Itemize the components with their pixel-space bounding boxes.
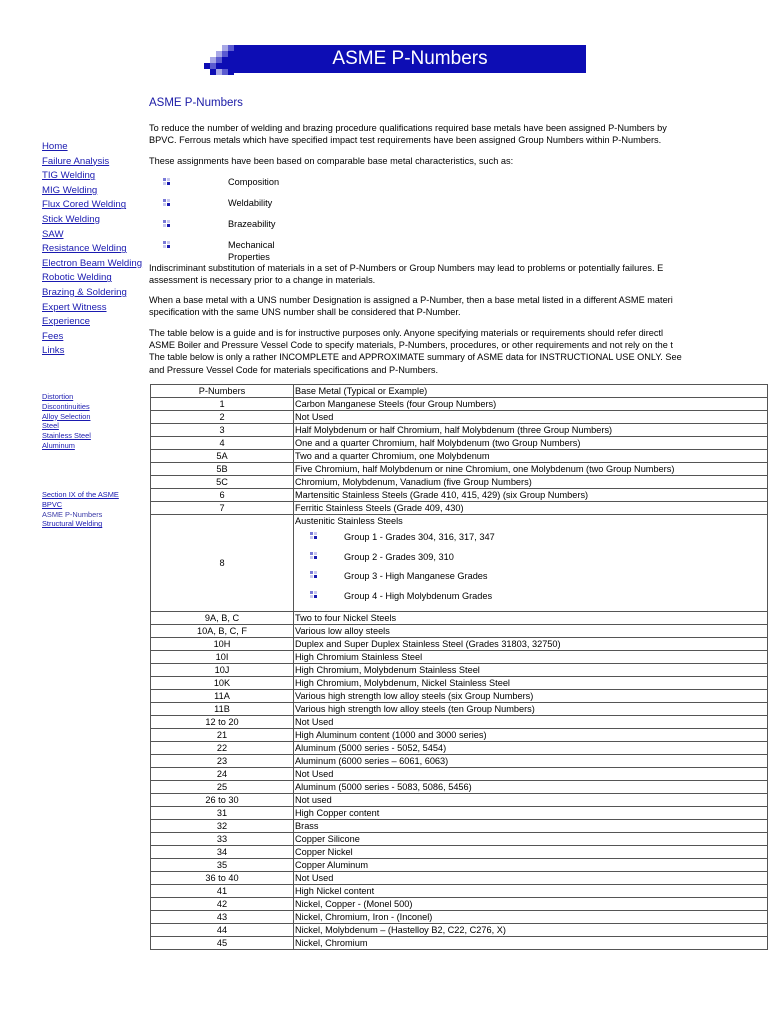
table-row [151,937,768,950]
square-bullet-icon [310,571,317,578]
table-row [151,859,768,872]
nav-link-failure-analysis[interactable]: Failure Analysis [42,155,110,167]
p-number-cell: 24 [151,768,294,781]
nav-link-expert-witness[interactable]: Expert Witness [42,301,107,313]
subnav-link-bpvc[interactable]: BPVC [42,499,63,509]
subnav-link-section-ix-of-the-asme[interactable]: Section IX of the ASME [42,490,119,499]
substitution-line-1: Indiscriminant substitution of materials in a set of P-Numbers or Group Numbers may lead to problems or potentially failures. E [149,263,664,273]
main-content [149,122,768,384]
p-number-cell: 8 [151,515,294,612]
left-navigation [42,140,162,359]
p-number-cell: 9A, B, C [151,612,294,625]
p-number-cell: 33 [151,833,294,846]
subnav-link-alloy-selection[interactable]: Alloy Selection [42,411,91,421]
page-heading: ASME P-Numbers [149,97,243,109]
base-metal-cell: Not Used [294,872,768,885]
table-row [151,820,768,833]
table-row [151,664,768,677]
base-metal-cell [294,515,768,612]
square-bullet-icon [163,241,170,248]
table-header-row [151,385,768,398]
subnav-link-discontinuities[interactable]: Discontinuities [42,401,90,411]
base-metal-cell: Aluminum (5000 series - 5052, 5454) [294,742,768,755]
guide-line-1: The table below is a guide and is for instructive purposes only. Anyone specifying materials or requirements should refer directl [149,328,664,338]
base-metal-cell: Five Chromium, half Molybdenum or nine Chromium, one Molybdenum (two Group Numbers) [294,463,768,476]
base-metal-cell: High Copper content [294,807,768,820]
intro-line-1: To reduce the number of welding and brazing procedure qualifications required base metals have been assigned P-Numbers by [149,123,667,133]
nav-link-experience[interactable]: Experience [42,316,90,328]
table-row [151,411,768,424]
nav-link-stick-welding[interactable]: Stick Welding [42,213,100,225]
austenitic-title: Austenitic Stainless Steels [295,516,403,526]
characteristic-label: Composition [228,177,280,187]
table-row [151,502,768,515]
table-row [151,846,768,859]
table-row [151,729,768,742]
square-bullet-icon [163,220,170,227]
basis-line: These assignments have been based on comparable base metal characteristics, such as: [149,156,514,166]
group-label: Group 2 - Grades 309, 310 [344,551,454,562]
table-row [151,703,768,716]
p-number-cell: 35 [151,859,294,872]
p-number-cell: 44 [151,924,294,937]
base-metal-cell: Copper Aluminum [294,859,768,872]
table-row [151,690,768,703]
base-metal-cell: Two to four Nickel Steels [294,612,768,625]
table-row [151,476,768,489]
base-metal-cell: Duplex and Super Duplex Stainless Steel (Grades 31803, 32750) [294,638,768,651]
base-metal-cell: Nickel, Copper - (Monel 500) [294,898,768,911]
substitution-line-2: assessment is necessary prior to a change in materials. [149,275,376,286]
base-metal-cell: Base Metal (Typical or Example) [294,385,768,398]
p-number-cell: 41 [151,885,294,898]
base-metal-cell: Nickel, Chromium, Iron - (Inconel) [294,911,768,924]
p-number-cell: 10J [151,664,294,677]
base-metal-cell: Brass [294,820,768,833]
table-row [151,898,768,911]
p-number-cell: 31 [151,807,294,820]
p-number-cell: 25 [151,781,294,794]
base-metal-cell: Not Used [294,411,768,424]
table-row [151,398,768,411]
table-row [151,450,768,463]
table-row [151,794,768,807]
p-number-cell: 10K [151,677,294,690]
subnav-link-structural-welding[interactable]: Structural Welding [42,519,103,529]
p-number-cell: 7 [151,502,294,515]
group-item [295,527,766,547]
square-bullet-icon [310,532,317,539]
base-metal-cell: Ferritic Stainless Steels (Grade 409, 430) [294,502,768,515]
p-number-cell: 32 [151,820,294,833]
nav-link-mig-welding[interactable]: MIG Welding [42,184,98,196]
subnav-link-distortion[interactable]: Distortion [42,392,74,401]
table-row [151,755,768,768]
base-metal-cell: Various high strength low alloy steels (six Group Numbers) [294,690,768,703]
table-row [151,742,768,755]
p-number-cell: 22 [151,742,294,755]
group-label: Group 1 - Grades 304, 316, 317, 347 [344,532,495,542]
asme-subnav [42,490,147,529]
uns-paragraph [149,294,673,318]
base-metal-cell: High Aluminum content (1000 and 3000 series) [294,729,768,742]
metals-subnav [42,392,147,451]
substitution-paragraph [149,262,663,286]
nav-link-resistance-welding[interactable]: Resistance Welding [42,243,127,255]
base-metal-cell: High Chromium, Molybdenum, Nickel Stainless Steel [294,677,768,690]
base-metal-cell: Chromium, Molybdenum, Vanadium (five Group Numbers) [294,476,768,489]
p-number-cell: 43 [151,911,294,924]
base-metal-cell: One and a quarter Chromium, half Molybdenum (two Group Numbers) [294,437,768,450]
table-row [151,911,768,924]
base-metal-cell: Copper Silicone [294,833,768,846]
base-metal-cell: Martensitic Stainless Steels (Grade 410, 415, 429) (six Group Numbers) [294,489,768,502]
p-number-cell: 5A [151,450,294,463]
table-row [151,833,768,846]
p-number-cell: 10A, B, C, F [151,625,294,638]
subnav-link-stainless-steel[interactable]: Stainless Steel [42,431,91,441]
base-metal-cell: Not Used [294,716,768,729]
table-row [151,638,768,651]
uns-line-2: specification with the same UNS number shall be considered that P-Number. [149,307,461,318]
table-row [151,612,768,625]
banner-title: ASME P-Numbers [234,45,586,73]
p-number-cell: 5C [151,476,294,489]
nav-link-saw[interactable]: SAW [42,228,64,240]
table-row [151,677,768,690]
p-number-cell: 42 [151,898,294,911]
square-bullet-icon [310,591,317,598]
base-metal-cell: Not used [294,794,768,807]
austenitic-groups-list [295,527,766,611]
nav-link-robotic-welding[interactable]: Robotic Welding [42,272,112,284]
group-item [295,586,766,606]
base-metal-cell: Nickel, Chromium [294,937,768,950]
nav-link-fees[interactable]: Fees [42,330,64,342]
p-number-cell: 12 to 20 [151,716,294,729]
p-number-cell: 23 [151,755,294,768]
p-number-cell: 10I [151,651,294,664]
nav-link-links[interactable]: Links [42,345,65,357]
guide-line-4: and Pressure Vessel Code for materials specifications and P-Numbers. [149,364,439,375]
p-number-cell: 2 [151,411,294,424]
guide-line-3: The table below is only a rather INCOMPLETE and APPROXIMATE summary of ASME data for INSTRUCTIONAL USE ONLY. See [149,352,682,363]
p-number-cell: 6 [151,489,294,502]
table-row [151,807,768,820]
nav-link-electron-beam-welding[interactable]: Electron Beam Welding [42,257,143,269]
p-number-cell: 11A [151,690,294,703]
base-metal-cell: Copper Nickel [294,846,768,859]
table-row [151,872,768,885]
base-metal-cell: Two and a quarter Chromium, one Molybdenum [294,450,768,463]
square-bullet-icon [310,552,317,559]
group-label: Group 3 - High Manganese Grades [344,571,488,582]
p-number-cell: 34 [151,846,294,859]
square-bullet-icon [163,178,170,185]
base-metal-cell: Aluminum (6000 series – 6061, 6063) [294,755,768,768]
table-row [151,424,768,437]
base-metal-cell: Half Molybdenum or half Chromium, half Molybdenum (three Group Numbers) [294,424,768,437]
table-row [151,924,768,937]
base-metal-cell: High Nickel content [294,885,768,898]
p-numbers-table [150,384,768,950]
intro-line-2: BPVC. Ferrous metals which have specified impact test requirements have been assigned Group Numbers within P-Numbers. [149,135,662,146]
characteristic-label: Brazeability [228,219,276,229]
table-row-p8 [151,515,768,612]
table-row [151,489,768,502]
base-metal-cell: Aluminum (5000 series - 5083, 5086, 5456) [294,781,768,794]
table-row [151,885,768,898]
base-metal-cell: Various low alloy steels [294,625,768,638]
basis-paragraph [149,155,513,167]
guide-line-2: ASME Boiler and Pressure Vessel Code to specify materials, P-Numbers, procedures, or other requirements and not rely on the t [149,340,673,351]
table-row [151,651,768,664]
p-number-cell: 21 [151,729,294,742]
base-metal-cell: Nickel, Molybdenum – (Hastelloy B2, C22, C276, X) [294,924,768,937]
nav-link-tig-welding[interactable]: TIG Welding [42,170,96,182]
table-row [151,768,768,781]
p-number-cell: 45 [151,937,294,950]
base-metal-cell: Carbon Manganese Steels (four Group Numbers) [294,398,768,411]
guide-paragraph [149,327,682,376]
subnav-link-asme-p-numbers[interactable]: ASME P-Numbers [42,509,103,519]
characteristic-label: Weldability [228,198,273,208]
table-row [151,781,768,794]
p-number-cell: 36 to 40 [151,872,294,885]
nav-link-home[interactable]: Home [42,141,68,152]
page-banner [204,45,586,73]
p-number-cell: 26 to 30 [151,794,294,807]
p-number-cell: 5B [151,463,294,476]
p-number-cell: 4 [151,437,294,450]
p-number-cell: 11B [151,703,294,716]
subnav-link-aluminum[interactable]: Aluminum [42,440,75,450]
p-number-cell: 10H [151,638,294,651]
table-row [151,716,768,729]
subnav-link-steel[interactable]: Steel [42,421,59,431]
square-bullet-icon [163,199,170,206]
base-metal-cell: Not Used [294,768,768,781]
base-metal-cell: Various high strength low alloy steels (ten Group Numbers) [294,703,768,716]
p-number-cell: P-Numbers [151,385,294,398]
p-number-cell: 1 [151,398,294,411]
nav-link-brazing-soldering[interactable]: Brazing & Soldering [42,286,127,298]
uns-line-1: When a base metal with a UNS number Designation is assigned a P-Number, then a base metal listed in a different ASME materi [149,295,673,305]
intro-paragraph [149,122,667,146]
group-item [295,547,766,567]
group-item [295,566,766,586]
nav-link-flux-cored-welding[interactable]: Flux Cored Welding [42,199,127,211]
group-label: Group 4 - High Molybdenum Grades [344,590,493,601]
base-metal-cell: High Chromium Stainless Steel [294,651,768,664]
table-row [151,463,768,476]
table-row [151,625,768,638]
base-metal-cell: High Chromium, Molybdenum Stainless Steel [294,664,768,677]
characteristic-label: Mechanical Properties [228,240,275,263]
table-row [151,437,768,450]
p-number-cell: 3 [151,424,294,437]
